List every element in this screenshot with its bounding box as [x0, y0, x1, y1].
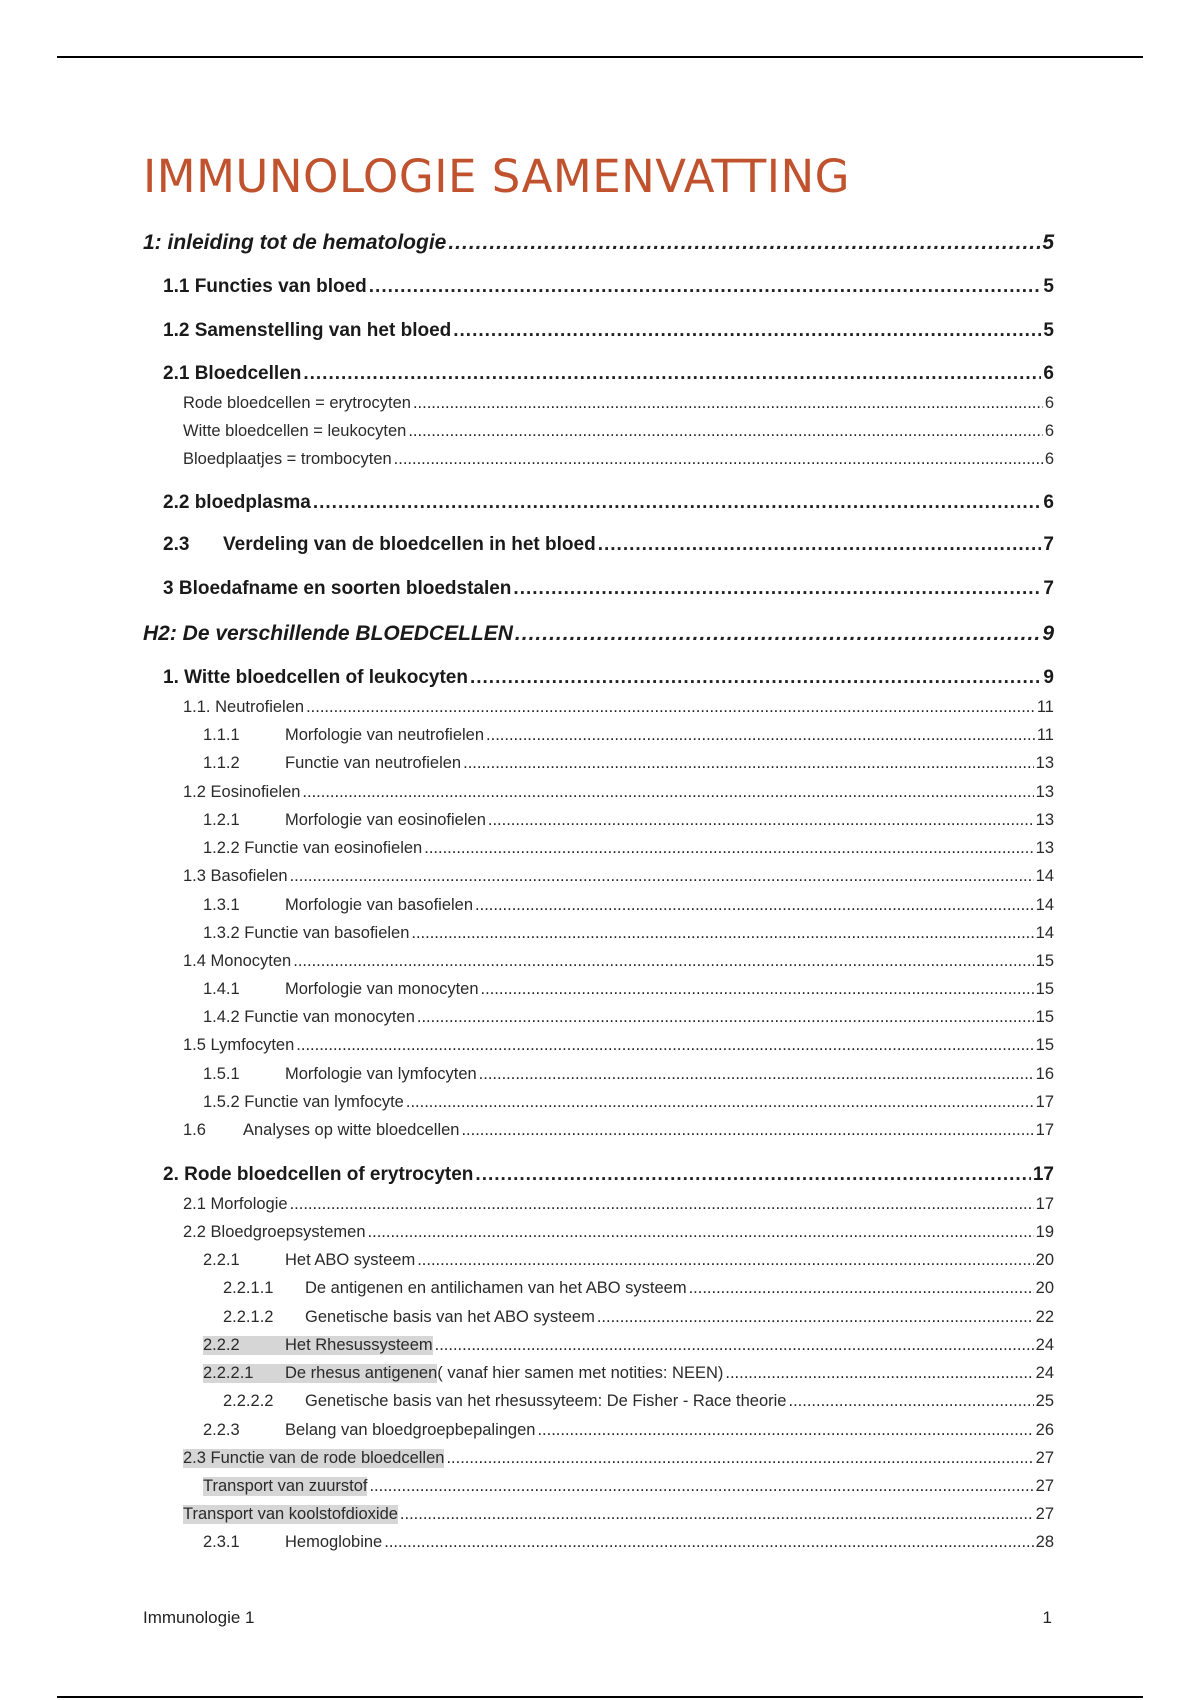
toc-entry-title: De rhesus antigenen [285, 1364, 438, 1382]
toc-dot-leader [369, 1477, 1033, 1496]
toc-entry-number: 1.5.1 [203, 1065, 240, 1083]
toc-dot-leader [302, 783, 1033, 802]
toc-entry-title: Transport van zuurstof [203, 1477, 368, 1495]
toc-page-number: 13 [1035, 754, 1054, 772]
toc-entry[interactable] [183, 394, 1054, 413]
toc-entry-title: 1.2 Samenstelling van het bloed [163, 320, 452, 341]
toc-dot-leader [481, 980, 1034, 999]
toc-page-number: 20 [1035, 1251, 1054, 1269]
toc-entry-title: 1.1. Neutrofielen [183, 698, 305, 716]
toc-dot-leader [486, 726, 1035, 745]
toc-entry-title: Genetische basis van het rhesussyteem: De Fisher - Race theorie [305, 1392, 787, 1410]
toc-entry-number: 2.2.1 [203, 1251, 240, 1269]
toc-dot-leader [296, 1036, 1033, 1055]
toc-entry-title: Hemoglobine [285, 1533, 383, 1551]
toc-entry-number: 1.1.2 [203, 754, 240, 772]
toc-entry-title: Bloedplaatjes = trombocyten [183, 450, 392, 468]
toc-entry-title: 2.1 Bloedcellen [163, 363, 302, 384]
toc-entry[interactable] [203, 1533, 1054, 1552]
toc-dot-leader [597, 1308, 1034, 1327]
toc-page-number: 17 [1032, 1164, 1054, 1185]
toc-page-number: 6 [1044, 450, 1054, 468]
toc-entry-title: Rode bloedcellen = erytrocyten [183, 394, 411, 412]
toc-entry[interactable] [203, 1364, 1054, 1383]
toc-page-number: 27 [1035, 1449, 1054, 1467]
toc-entry-title: 2.2 Bloedgroepsystemen [183, 1223, 366, 1241]
toc-page-number: 5 [1042, 231, 1054, 254]
toc-entry[interactable] [203, 1251, 1054, 1270]
toc-entry-title: Het ABO systeem [285, 1251, 416, 1269]
toc-dot-leader [424, 839, 1033, 858]
toc-entry-number: 2.2.1.1 [223, 1279, 274, 1297]
toc-dot-leader [394, 450, 1043, 469]
toc-entry[interactable] [183, 422, 1054, 441]
toc-entry-note: ( vanaf hier samen met notities: NEEN) [437, 1364, 724, 1382]
toc-entry[interactable] [183, 1505, 1054, 1524]
toc-dot-leader [788, 1392, 1033, 1411]
toc-entry-title: 1.5.2 Functie van lymfocyte [203, 1093, 404, 1111]
toc-entry[interactable] [203, 896, 1054, 915]
toc-entry-number: 1.1.1 [203, 726, 240, 744]
toc-dot-leader [368, 1223, 1034, 1242]
toc-entry-number: 2.2.2.1 [203, 1364, 285, 1383]
toc-page-number: 14 [1035, 896, 1054, 914]
toc-dot-leader [290, 867, 1034, 886]
toc-entry-title: Morfologie van eosinofielen [285, 811, 486, 829]
toc-entry-number: 2.2.1.2 [223, 1308, 274, 1326]
toc-dot-leader [689, 1279, 1034, 1298]
toc-entry-number: 2.2.2 [203, 1336, 285, 1355]
document-title: IMMUNOLOGIE SAMENVATTING [143, 150, 850, 203]
toc-entry-title: H2: De verschillende BLOEDCELLEN [143, 622, 513, 645]
toc-entry-title: 1. Witte bloedcellen of leukocyten [163, 667, 468, 688]
toc-page-number: 15 [1035, 1008, 1054, 1026]
toc-page-number: 13 [1035, 839, 1054, 857]
toc-dot-leader [290, 1195, 1034, 1214]
footer-page-number: 1 [1042, 1608, 1052, 1627]
toc-page-number: 15 [1035, 980, 1054, 998]
toc-page-number: 15 [1035, 952, 1054, 970]
toc-entry[interactable] [163, 534, 1054, 556]
toc-page-number: 5 [1043, 276, 1054, 297]
toc-dot-leader [515, 622, 1040, 646]
toc-page-number: 27 [1035, 1477, 1054, 1495]
toc-entry[interactable] [163, 667, 1054, 689]
toc-page-number: 17 [1035, 1093, 1054, 1111]
toc-entry[interactable] [183, 1449, 1054, 1468]
toc-entry-title: 2.3 Functie van de rode bloedcellen [183, 1449, 445, 1467]
toc-entry-title: 1: inleiding tot de hematologie [143, 231, 447, 254]
toc-page-number: 11 [1036, 698, 1054, 716]
toc-entry[interactable] [183, 867, 1054, 886]
toc-entry-number: 2.3.1 [203, 1533, 240, 1551]
toc-dot-leader [384, 1533, 1033, 1552]
toc-page-number: 13 [1035, 783, 1054, 801]
toc-entry[interactable] [203, 924, 1054, 943]
toc-page-number: 6 [1043, 363, 1054, 384]
toc-entry-title: 1.2 Eosinofielen [183, 783, 301, 801]
footer-document-name: Immunologie 1 [143, 1608, 255, 1627]
toc-page-number: 14 [1035, 924, 1054, 942]
toc-entry-title: 1.4.2 Functie van monocyten [203, 1008, 415, 1026]
toc-entry-title: 1.2.2 Functie van eosinofielen [203, 839, 423, 857]
toc-entry[interactable] [203, 1008, 1054, 1027]
toc-entry[interactable] [163, 363, 1054, 385]
toc-entry[interactable] [183, 1036, 1054, 1055]
toc-entry[interactable] [183, 1223, 1054, 1242]
toc-entry-number: 1.6 [183, 1121, 206, 1139]
toc-entry[interactable] [203, 980, 1054, 999]
toc-page-number: 24 [1035, 1336, 1054, 1354]
toc-entry-number: 2.2.3 [203, 1421, 240, 1439]
toc-dot-leader [408, 422, 1042, 441]
footer-rule [57, 1696, 1143, 1698]
toc-dot-leader [461, 1121, 1033, 1140]
toc-entry-title: Witte bloedcellen = leukocyten [183, 422, 407, 440]
toc-entry[interactable] [203, 754, 1054, 773]
toc-dot-leader [417, 1008, 1034, 1027]
toc-dot-leader [475, 1164, 1030, 1186]
toc-entry-number: 1.3.1 [203, 896, 240, 914]
toc-entry-title: 2.2 bloedplasma [163, 492, 311, 513]
toc-entry-title: Analyses op witte bloedcellen [243, 1121, 460, 1139]
toc-dot-leader [369, 276, 1042, 298]
toc-entry[interactable] [223, 1308, 1054, 1327]
toc-entry-title: Functie van neutrofielen [285, 754, 462, 772]
toc-page-number: 14 [1035, 867, 1054, 885]
toc-dot-leader [453, 320, 1041, 342]
toc-page-number: 5 [1043, 320, 1054, 341]
toc-dot-leader [417, 1251, 1033, 1270]
toc-dot-leader [413, 394, 1043, 413]
toc-entry[interactable] [203, 726, 1054, 745]
toc-page-number: 26 [1035, 1421, 1054, 1439]
toc-entry[interactable] [203, 1421, 1054, 1440]
toc-entry[interactable] [203, 1065, 1054, 1084]
toc-dot-leader [293, 952, 1033, 971]
toc-entry-title: Transport van koolstofdioxide [183, 1505, 398, 1523]
toc-dot-leader [406, 1093, 1034, 1112]
toc-dot-leader [400, 1505, 1034, 1524]
toc-entry-title: Verdeling van de bloedcellen in het bloed [223, 534, 596, 555]
toc-entry[interactable] [163, 276, 1054, 298]
toc-entry-title: De antigenen en antilichamen van het ABO systeem [305, 1279, 687, 1297]
toc-entry-number: 1.4.1 [203, 980, 240, 998]
toc-page-number: 19 [1035, 1223, 1054, 1241]
toc-page-number: 17 [1035, 1121, 1054, 1139]
toc-entry[interactable] [163, 320, 1054, 342]
toc-entry-title: Morfologie van lymfocyten [285, 1065, 477, 1083]
toc-dot-leader [475, 896, 1034, 915]
toc-dot-leader [435, 1336, 1034, 1355]
toc-entry[interactable] [183, 450, 1054, 469]
toc-entry-number: 1.2.1 [203, 811, 240, 829]
toc-entry-number: 2.3 [163, 534, 190, 555]
toc-entry-title: Belang van bloedgroepbepalingen [285, 1421, 536, 1439]
toc-entry-title: 1.4 Monocyten [183, 952, 292, 970]
toc-entry-title: 2.1 Morfologie [183, 1195, 288, 1213]
toc-dot-leader [306, 698, 1035, 717]
toc-dot-leader [448, 231, 1040, 255]
toc-page-number: 7 [1043, 578, 1054, 599]
toc-page-number: 6 [1043, 492, 1054, 513]
toc-entry-title: Morfologie van monocyten [285, 980, 479, 998]
toc-page-number: 11 [1036, 726, 1054, 744]
toc-entry[interactable] [163, 1164, 1054, 1186]
toc-entry[interactable] [163, 578, 1054, 600]
toc-entry-title: 1.1 Functies van bloed [163, 276, 367, 297]
toc-page-number: 6 [1044, 394, 1054, 412]
toc-entry-title: 3 Bloedafname en soorten bloedstalen [163, 578, 512, 599]
toc-dot-leader [446, 1449, 1033, 1468]
toc-page-number: 22 [1035, 1308, 1054, 1326]
toc-page-number: 15 [1035, 1036, 1054, 1054]
toc-page-number: 28 [1035, 1533, 1054, 1551]
toc-entry[interactable] [183, 783, 1054, 802]
toc-page-number: 17 [1035, 1195, 1054, 1213]
toc-entry[interactable] [203, 1477, 1054, 1496]
toc-entry-number: 2.2.2.2 [223, 1392, 274, 1410]
toc-entry[interactable] [203, 1093, 1054, 1112]
toc-entry[interactable] [203, 811, 1054, 830]
toc-page-number: 6 [1044, 422, 1054, 440]
toc-dot-leader [513, 578, 1041, 600]
toc-page-number: 25 [1035, 1392, 1054, 1410]
toc-entry-title: 1.5 Lymfocyten [183, 1036, 295, 1054]
toc-page-number: 9 [1043, 667, 1054, 688]
toc-page-number: 13 [1035, 811, 1054, 829]
toc-dot-leader [598, 534, 1042, 556]
toc-dot-leader [488, 811, 1034, 830]
toc-page-number: 24 [1035, 1364, 1054, 1382]
toc-entry[interactable] [223, 1392, 1054, 1411]
toc-dot-leader [463, 754, 1034, 773]
toc-entry-title: Het Rhesussysteem [285, 1336, 433, 1354]
toc-dot-leader [303, 363, 1041, 385]
toc-entry[interactable] [203, 839, 1054, 858]
toc-entry-title: 1.3.2 Functie van basofielen [203, 924, 410, 942]
toc-entry[interactable] [143, 231, 1054, 255]
toc-entry[interactable] [203, 1336, 1054, 1355]
toc-dot-leader [725, 1364, 1033, 1383]
toc-entry[interactable] [143, 622, 1054, 646]
toc-entry-title: Morfologie van neutrofielen [285, 726, 485, 744]
toc-entry[interactable] [163, 492, 1054, 514]
toc-page-number: 7 [1043, 534, 1054, 555]
toc-dot-leader [313, 492, 1042, 514]
toc-entry[interactable] [183, 698, 1054, 717]
toc-entry-title: 2. Rode bloedcellen of erytrocyten [163, 1164, 474, 1185]
toc-entry[interactable] [223, 1279, 1054, 1298]
toc-entry-title: Morfologie van basofielen [285, 896, 474, 914]
toc-entry-title: Genetische basis van het ABO systeem [305, 1308, 595, 1326]
toc-entry[interactable] [183, 952, 1054, 971]
toc-page-number: 20 [1035, 1279, 1054, 1297]
toc-dot-leader [411, 924, 1033, 943]
toc-page-number: 16 [1035, 1065, 1054, 1083]
toc-entry[interactable] [183, 1195, 1054, 1214]
toc-page-number: 9 [1042, 622, 1054, 645]
toc-page-number: 27 [1035, 1505, 1054, 1523]
toc-entry-title: 1.3 Basofielen [183, 867, 288, 885]
toc-dot-leader [479, 1065, 1034, 1084]
toc-entry[interactable] [183, 1121, 1054, 1140]
toc-dot-leader [537, 1421, 1033, 1440]
toc-dot-leader [470, 667, 1041, 689]
